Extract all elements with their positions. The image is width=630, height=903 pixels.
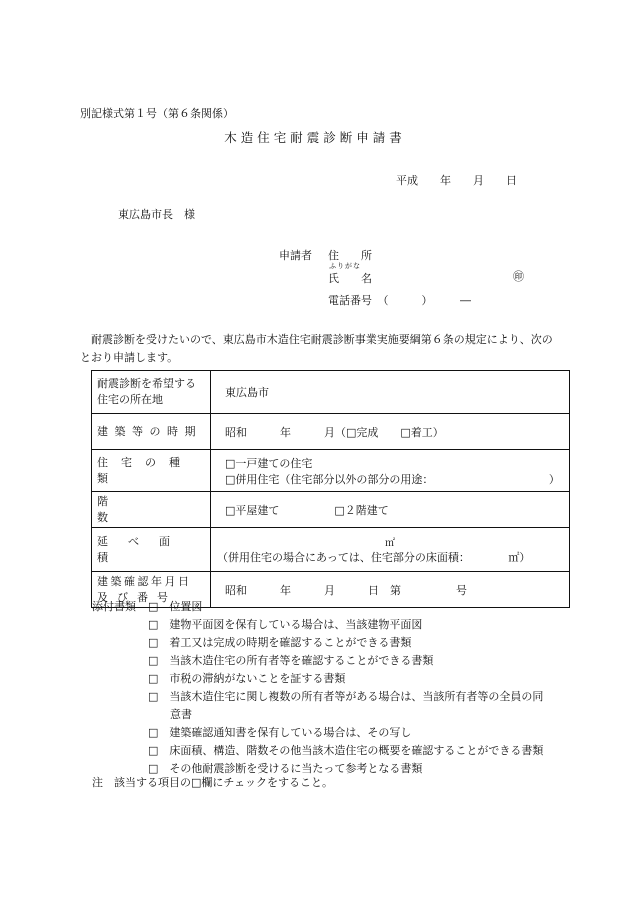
type-label-span: 住宅の種類 — [97, 455, 193, 485]
table-row — [92, 450, 570, 492]
form-label: 別記様式第１号（第６条関係） — [80, 107, 234, 120]
table-row — [92, 528, 570, 572]
attachment-item[interactable]: □ 床面積、構造、階数その他当該木造住宅の概要を確認することができる書類 — [148, 744, 544, 757]
period-value[interactable]: 昭和 年 月（□完成 □着工） — [211, 414, 570, 450]
footnote: 注 該当する項目の□欄にチェックをすること。 — [92, 776, 334, 789]
area-value[interactable] — [211, 528, 570, 572]
type-option-mixed-use[interactable]: □併用住宅（住宅部分以外の部分の用途： ） — [225, 472, 560, 486]
attachment-item-continued: 意書 — [148, 708, 192, 721]
seal-mark: ㊞ — [513, 270, 524, 283]
attachment-item[interactable]: □ 当該木造住宅の所有者等を確認することができる書類 — [148, 654, 434, 667]
furigana-label: ふりがな — [329, 262, 361, 270]
location-value[interactable]: 東広島市 — [211, 371, 570, 414]
confirm-value[interactable]: 昭和 年 月 日 第 号 — [211, 572, 570, 608]
type-option-detached[interactable]: □一戸建ての住宅 — [225, 456, 313, 470]
page-title: 木造住宅耐震診断申請書 — [224, 130, 406, 145]
floors-value[interactable]: □平屋建て □２階建て — [211, 492, 570, 528]
phone-label: 電話番号 （ ） ― — [328, 294, 471, 307]
name-label: 氏 名 — [328, 272, 372, 285]
floors-label-span: 階数 — [97, 494, 181, 524]
applicant-label: 申請者 — [279, 249, 312, 262]
location-label: 耐震診断を希望する住宅の所在地 — [92, 371, 211, 414]
floors-label — [92, 492, 211, 528]
addressee: 東広島市長 様 — [118, 208, 195, 221]
attachments-heading: 添付書類 — [92, 600, 136, 613]
table-row — [92, 371, 570, 414]
confirm-label-line1: 建築確認年月日 — [97, 574, 192, 588]
application-statement: 耐震診断を受けたいので、東広島市木造住宅耐震診断事業実施要綱第６条の規定により、次のとおり申請します。 — [80, 333, 553, 365]
area-unit: ㎡ — [385, 538, 395, 549]
period-label-span: 建築等の時期 — [97, 424, 202, 438]
address-label: 住 所 — [328, 249, 372, 262]
type-label — [92, 450, 211, 492]
application-table — [91, 370, 570, 608]
attachment-item[interactable]: □ 位置図 — [148, 600, 203, 613]
attachment-item[interactable]: □ 建築確認通知書を保有している場合は、その写し — [148, 726, 412, 739]
period-label-text — [97, 424, 205, 440]
table-row — [92, 414, 570, 450]
area-note: （併用住宅の場合にあっては、住宅部分の床面積： ㎡） — [217, 551, 531, 564]
confirm-label-line2: 及び番号 — [97, 590, 177, 604]
area-label-span: 延べ面積 — [97, 534, 190, 564]
attachment-item[interactable]: □ 着工又は完成の時期を確認することができる書類 — [148, 636, 412, 649]
application-date: 平成 年 月 日 — [396, 174, 517, 187]
table-row — [92, 492, 570, 528]
attachment-item[interactable]: □ 市税の滞納がないことを証する書類 — [148, 672, 346, 685]
attachment-item[interactable]: □ 建物平面図を保有している場合は、当該建物平面図 — [148, 618, 423, 631]
type-value[interactable] — [211, 450, 570, 492]
attachment-item[interactable]: □ その他耐震診断を受けるに当たって参考となる書類 — [148, 762, 423, 775]
area-label — [92, 528, 211, 572]
attachment-item[interactable]: □ 当該木造住宅に関し複数の所有者等がある場合は、当該所有者等の全員の同 — [148, 690, 544, 703]
period-label — [92, 414, 211, 450]
